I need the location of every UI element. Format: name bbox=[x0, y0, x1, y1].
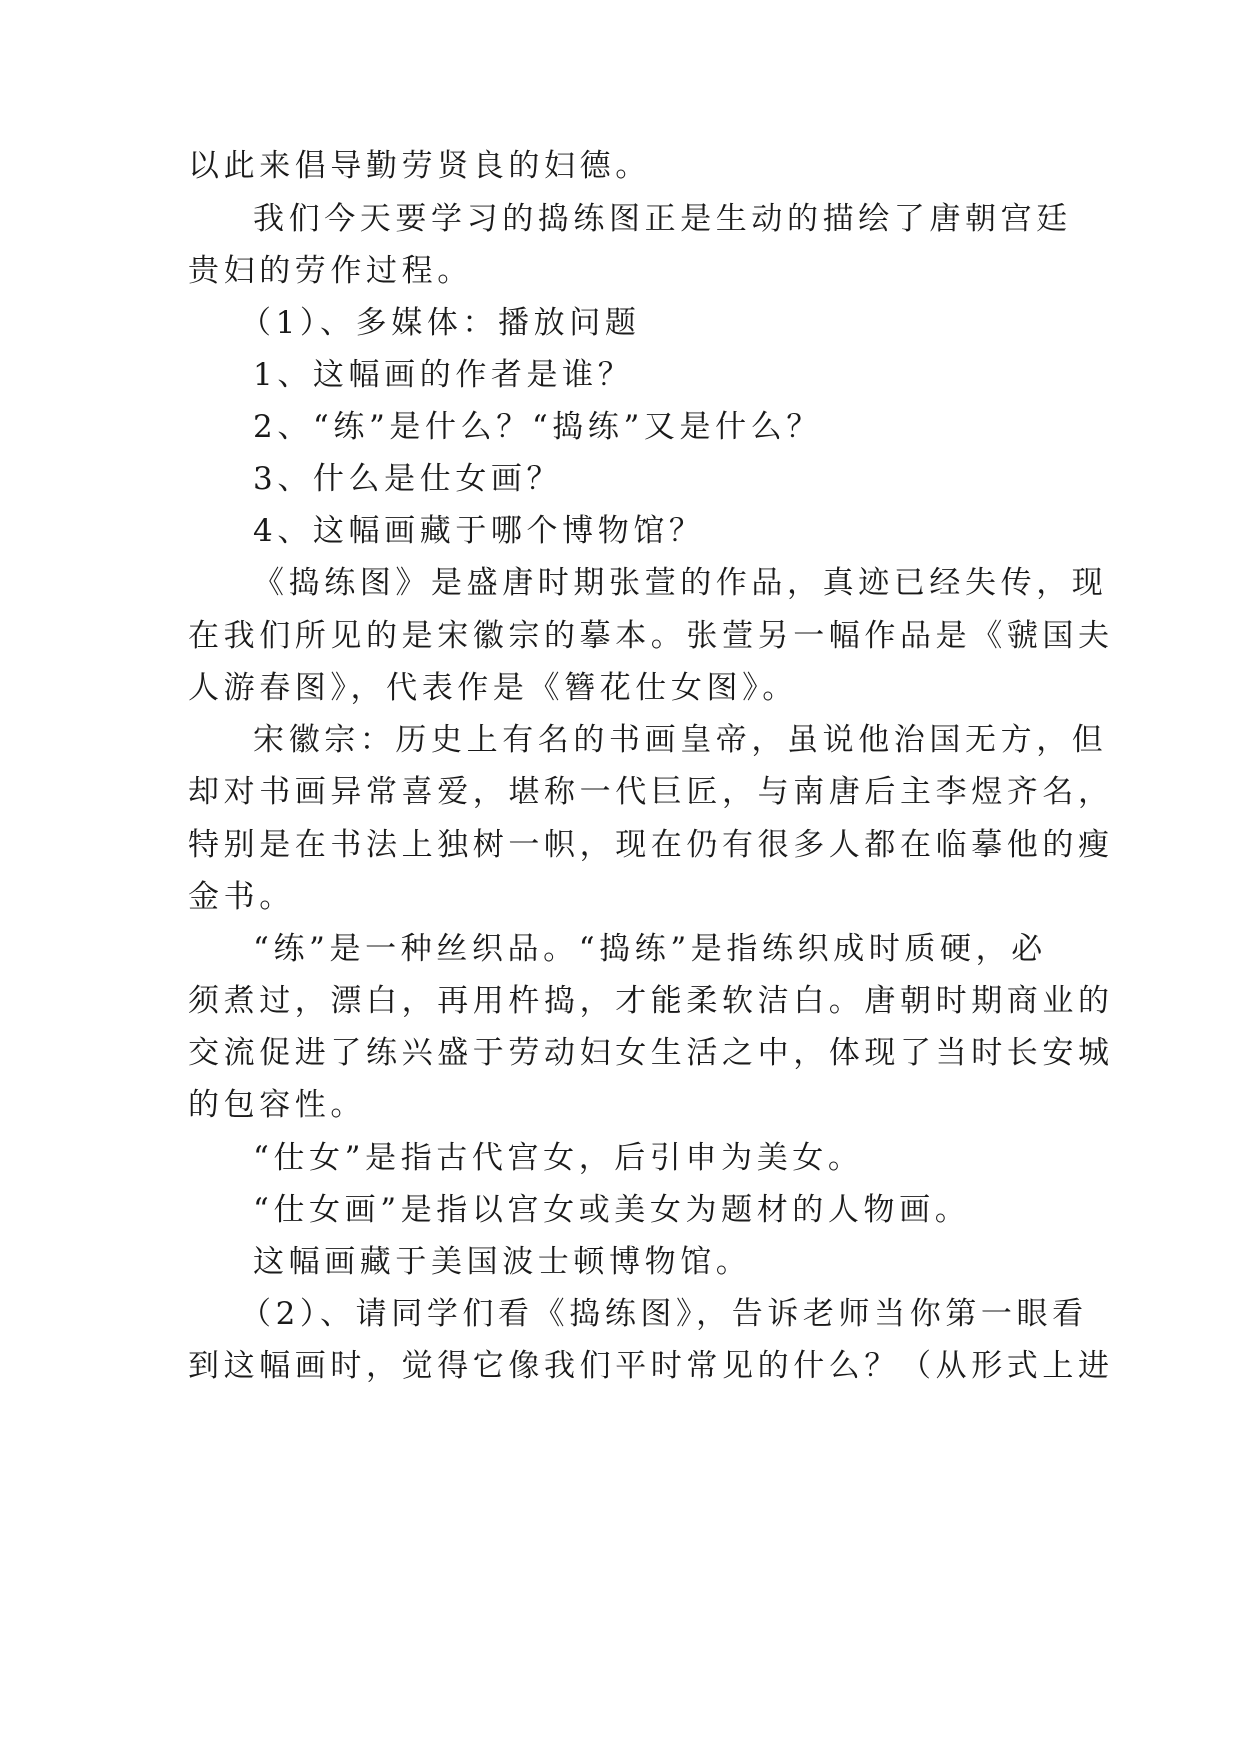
text-line: “仕女画”是指以宫女或美女为题材的人物画。 bbox=[253, 1192, 971, 1228]
text-line: 金书。 bbox=[188, 879, 295, 915]
text-line: （2）、请同学们看《捣练图》，告诉老师当你第一眼看 bbox=[240, 1296, 1088, 1332]
text-line: 特别是在书法上独树一帜，现在仍有很多人都在临摹他的瘦 bbox=[188, 827, 1114, 863]
text-line: 1、这幅画的作者是谁？ bbox=[253, 357, 634, 393]
text-line: 却对书画异常喜爱，堪称一代巨匠，与南唐后主李煜齐名， bbox=[188, 774, 1114, 810]
text-line: 2、“练”是什么？“捣练”又是什么？ bbox=[253, 409, 822, 445]
text-line: 宋徽宗：历史上有名的书画皇帝，虽说他治国无方，但 bbox=[253, 722, 1108, 758]
text-line: “仕女”是指古代宫女，后引申为美女。 bbox=[253, 1140, 864, 1176]
text-line: 《捣练图》是盛唐时期张萱的作品，真迹已经失传，现 bbox=[253, 565, 1108, 601]
text-line: 须煮过，漂白，再用杵捣，才能柔软洁白。唐朝时期商业的 bbox=[188, 983, 1114, 1019]
text-line: 在我们所见的是宋徽宗的摹本。张萱另一幅作品是《虢国夫 bbox=[188, 618, 1114, 654]
text-line: 交流促进了练兴盛于劳动妇女生活之中，体现了当时长安城 bbox=[188, 1035, 1114, 1071]
text-line: 3、什么是仕女画？ bbox=[253, 461, 563, 497]
text-line: “练”是一种丝织品。“捣练”是指练织成时质硬，必 bbox=[253, 931, 1047, 967]
text-line: （1）、多媒体：播放问题 bbox=[240, 305, 641, 341]
text-line: 到这幅画时，觉得它像我们平时常见的什么？（从形式上进 bbox=[188, 1348, 1114, 1384]
text-line: 人游春图》，代表作是《簪花仕女图》。 bbox=[188, 670, 798, 706]
text-line: 4、这幅画藏于哪个博物馆？ bbox=[253, 513, 705, 549]
text-line: 我们今天要学习的捣练图正是生动的描绘了唐朝宫廷 bbox=[253, 201, 1072, 237]
text-line: 以此来倡导勤劳贤良的妇德。 bbox=[188, 148, 651, 184]
text-line: 贵妇的劳作过程。 bbox=[188, 253, 473, 289]
text-line: 的包容性。 bbox=[188, 1087, 366, 1123]
text-line: 这幅画藏于美国波士顿博物馆。 bbox=[253, 1244, 752, 1280]
